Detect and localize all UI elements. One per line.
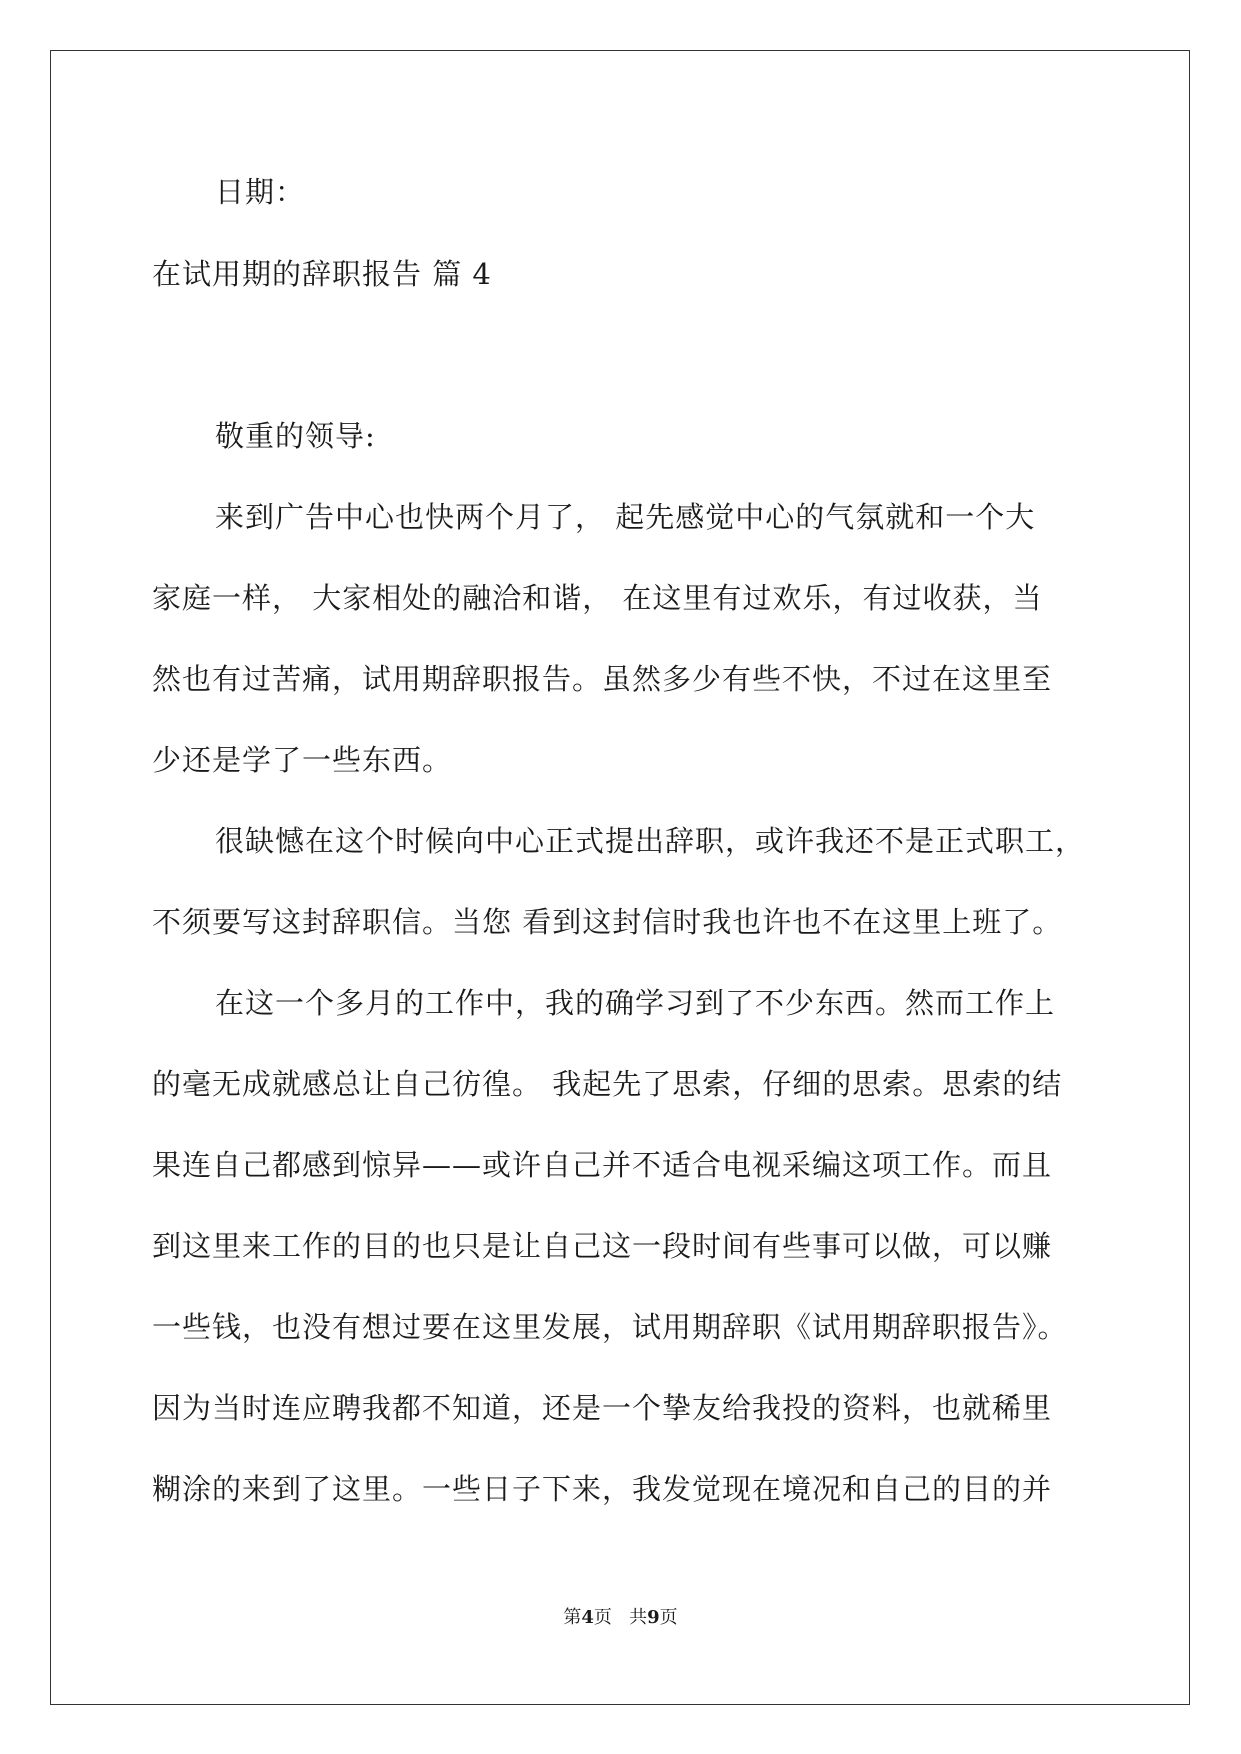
paragraph-line: 因为当时连应聘我都不知道，还是一个挚友给我投的资料，也就稀里 [152, 1391, 1053, 1425]
paragraph-line: 果连自己都感到惊异——或许自己并不适合电视采编这项工作。而且 [152, 1148, 1053, 1182]
paragraph-line: 很缺憾在这个时候向中心正式提出辞职，或许我还不是正式职工， [215, 824, 1086, 858]
page-footer [0, 1606, 1241, 1630]
paragraph-line: 然也有过苦痛，试用期辞职报告。虽然多少有些不快，不过在这里至 [152, 662, 1053, 696]
paragraph-line: 家庭一样， 大家相处的融洽和谐， 在这里有过欢乐，有过收获，当 [152, 581, 1043, 615]
total-pages: 9 [647, 1607, 660, 1628]
date-label: 日期： [215, 175, 306, 209]
paragraph-line: 在这一个多月的工作中，我的确学习到了不少东西。然而工作上 [215, 986, 1056, 1020]
paragraph-line: 的毫无成就感总让自己彷徨。 我起先了思索，仔细的思索。思索的结 [152, 1067, 1063, 1101]
page-border [50, 50, 1190, 1705]
paragraph-line: 来到广告中心也快两个月了， 起先感觉中心的气氛就和一个大 [215, 500, 1036, 534]
section-title: 在试用期的辞职报告 篇 4 [152, 257, 492, 291]
paragraph-line: 少还是学了一些东西。 [152, 743, 453, 777]
page-number: 4 [581, 1607, 594, 1628]
page-prefix: 第 [563, 1607, 582, 1628]
paragraph-line: 糊涂的来到了这里。一些日子下来，我发觉现在境况和自己的目的并 [152, 1472, 1053, 1506]
page-suffix: 页 [593, 1607, 612, 1628]
salutation: 敬重的领导: [215, 419, 376, 453]
paragraph-line: 一些钱，也没有想过要在这里发展，试用期辞职《试用期辞职报告》。 [152, 1310, 1068, 1344]
total-suffix: 页 [659, 1607, 678, 1628]
paragraph-line: 到这里来工作的目的也只是让自己这一段时间有些事可以做，可以赚 [152, 1229, 1053, 1263]
paragraph-line: 不须要写这封辞职信。当您 看到这封信时我也许也不在这里上班了。 [152, 905, 1063, 939]
total-prefix: 共 [629, 1607, 648, 1628]
